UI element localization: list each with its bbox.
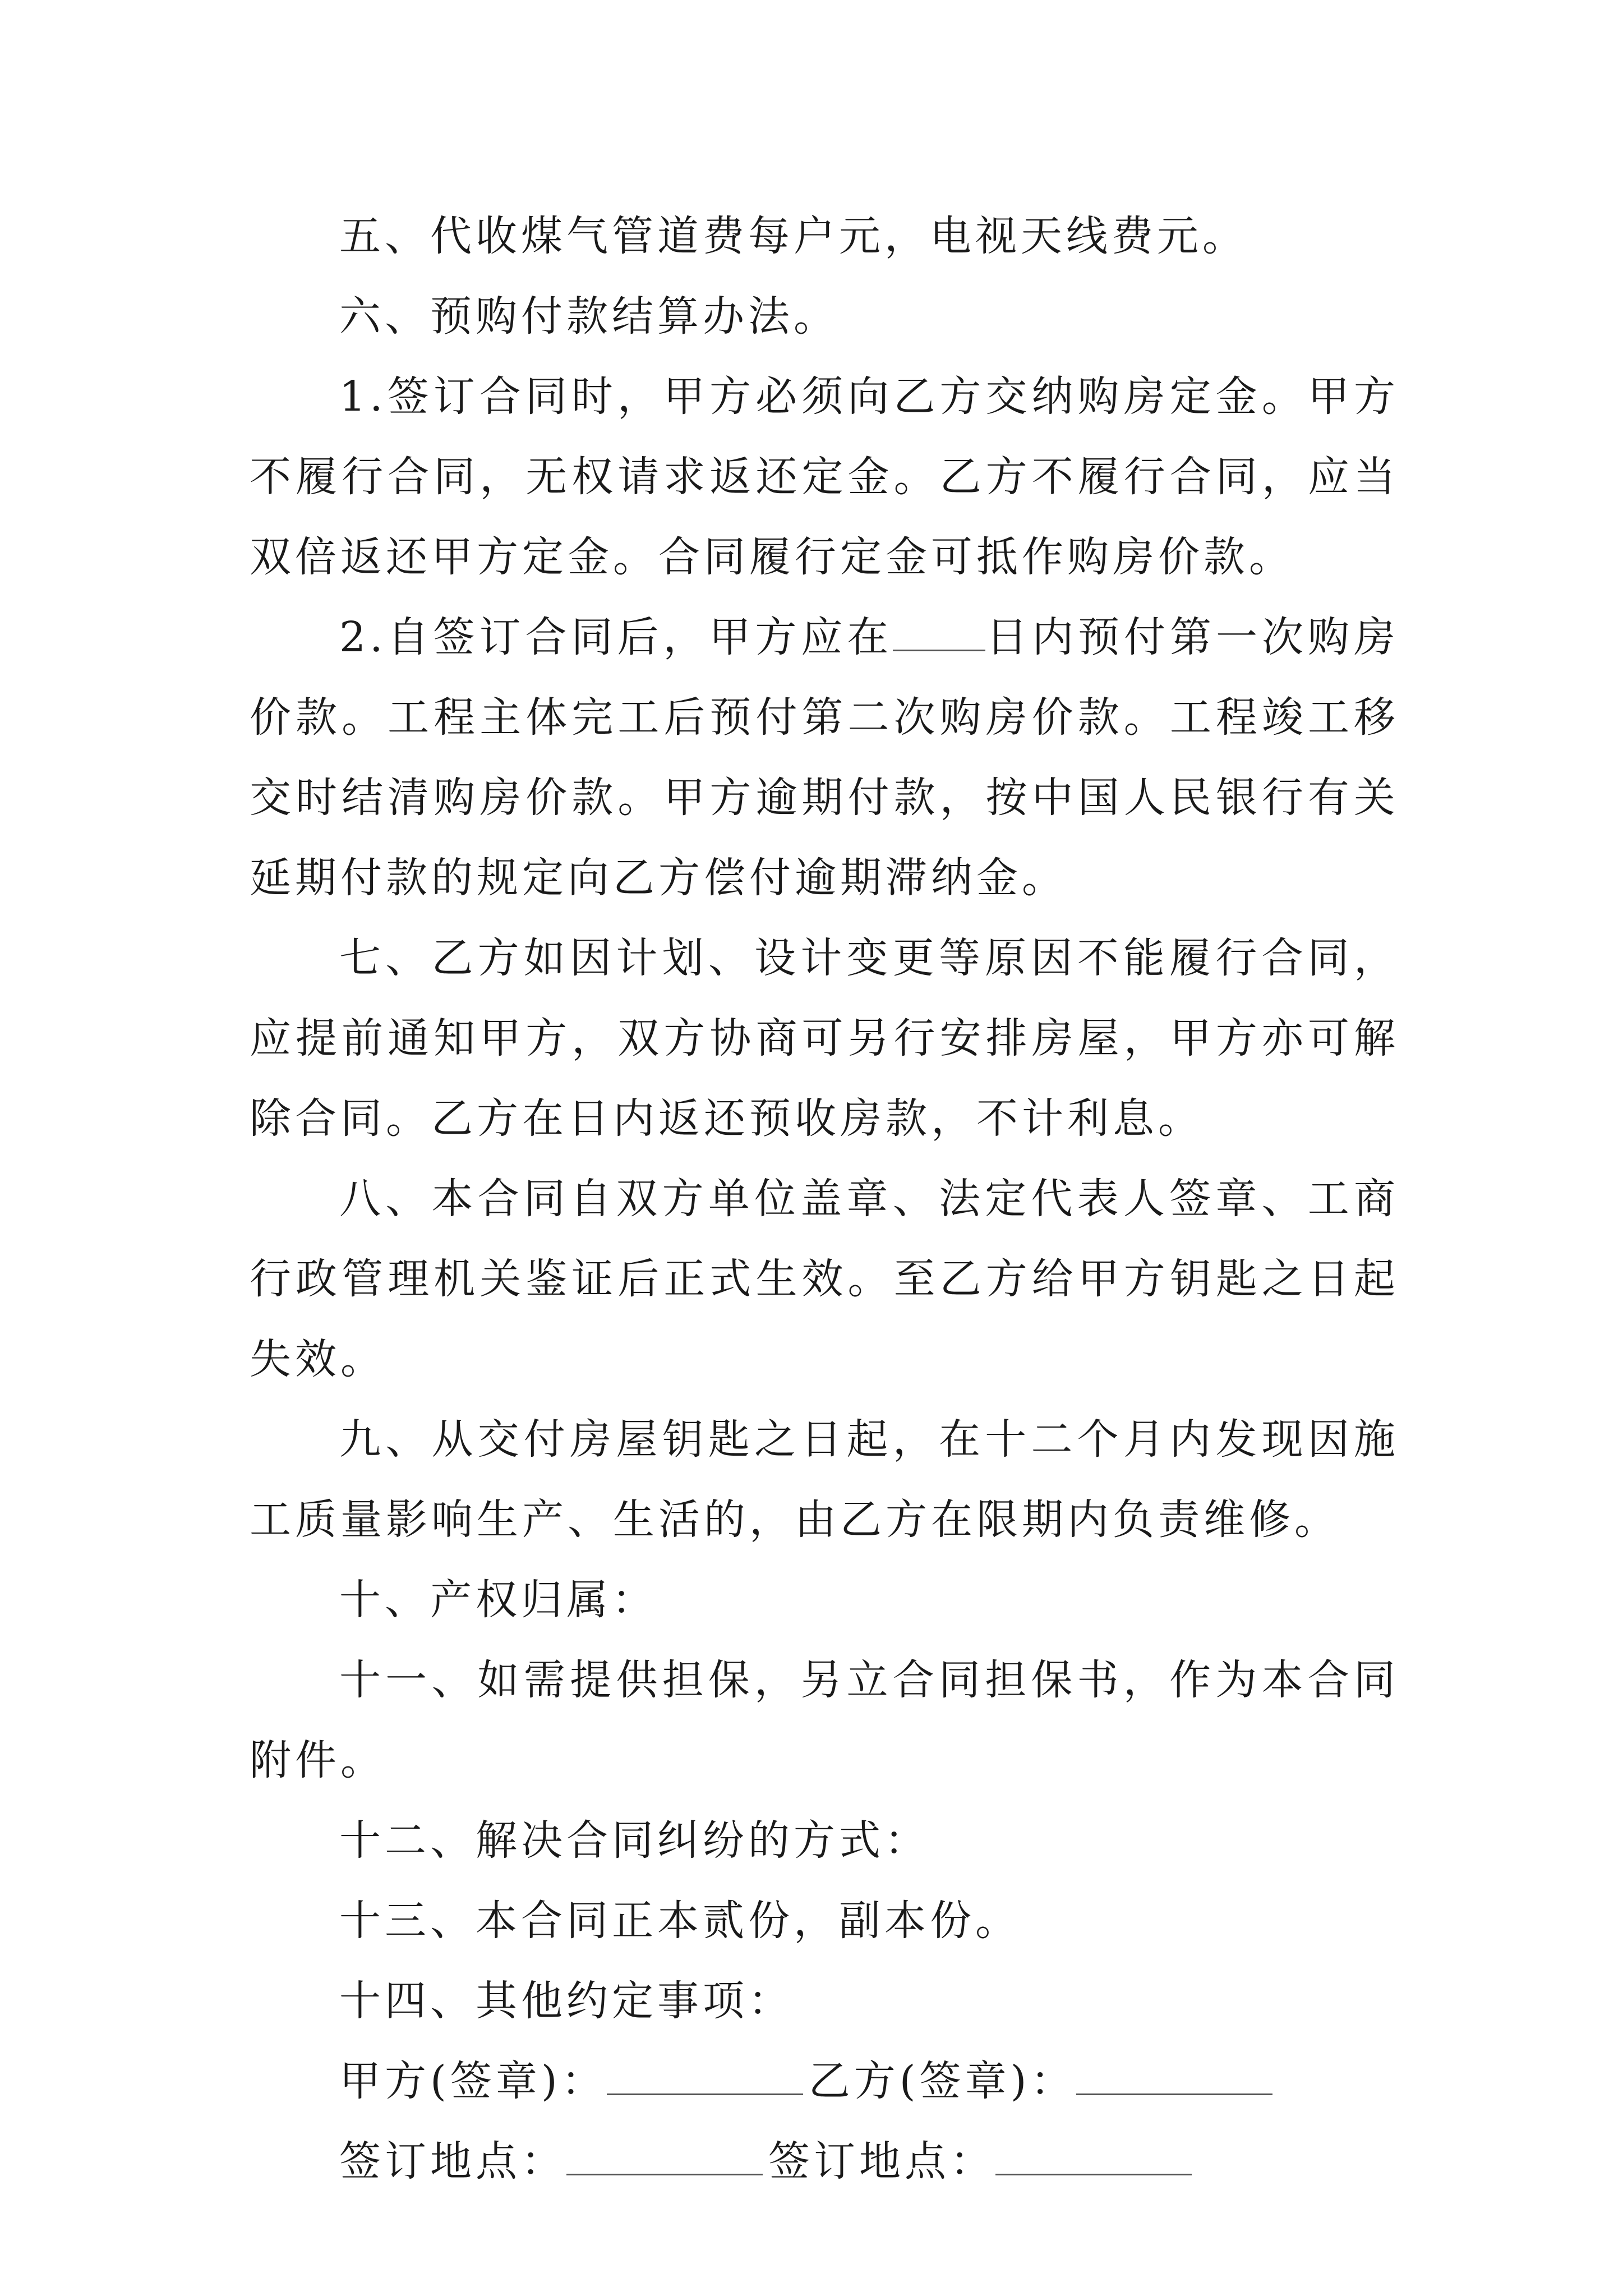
clause-7: 七、乙方如因计划、设计变更等原因不能履行合同，应提前通知甲方，双方协商可另行安排房屋，甲方亦可解除合同。乙方在日内返还预收房款，不计利息。 <box>250 934 1399 1143</box>
signing-place-row <box>250 2122 1399 2202</box>
clause-6-item-2 <box>250 597 1399 918</box>
clause-6: 六、预购付款结算办法。 <box>339 292 839 341</box>
party-b-signature-label: 乙方(签章)： <box>808 2057 1076 2105</box>
clause-6-item-2-rest: 日内预付第一次购房价款。工程主体完工后预付第二次购房价款。工程竣工移交时结清购房价款。甲方逾期付款，按中国人民银行有关延期付款的规定向乙方偿付逾期滞纳金。 <box>250 613 1400 902</box>
party-b-place-label: 签订地点： <box>768 2137 995 2185</box>
contract-body <box>250 196 1399 2202</box>
signature-row <box>250 2041 1399 2122</box>
clause-14: 十四、其他约定事项： <box>339 1977 794 2025</box>
clause-8: 八、本合同自双方单位盖章、法定代表人签章、工商行政管理机关鉴证后正式生效。至乙方给甲方钥匙之日起失效。 <box>250 1175 1399 1383</box>
clause-12: 十二、解决合同纠纷的方式： <box>339 1816 930 1865</box>
party-b-place-line <box>995 2138 1192 2175</box>
party-a-place-line <box>566 2138 763 2175</box>
party-a-signature-line <box>607 2058 803 2095</box>
clause-11: 十一、如需提供担保，另立合同担保书，作为本合同附件。 <box>250 1656 1399 1784</box>
party-a-signature-label: 甲方(签章)： <box>339 2057 607 2105</box>
clause-10: 十、产权归属： <box>339 1576 657 1624</box>
clause-9: 九、从交付房屋钥匙之日起，在十二个月内发现因施工质量影响生产、生活的，由乙方在限期内负责维修。 <box>250 1415 1399 1544</box>
clause-13: 十三、本合同正本贰份，副本份。 <box>339 1897 1021 1945</box>
party-b-signature-line <box>1076 2058 1272 2095</box>
party-a-place-label: 签订地点： <box>339 2137 566 2185</box>
clause-6-item-1: 1.签订合同时，甲方必须向乙方交纳购房定金。甲方不履行合同，无权请求返还定金。乙方不履行合同，应当双倍返还甲方定金。合同履行定金可抵作购房价款。 <box>250 372 1399 581</box>
days-blank <box>893 616 985 651</box>
clause-6-item-2-lead: 2.自签订合同后，甲方应在 <box>339 613 893 661</box>
clause-5: 五、代收煤气管道费每户元，电视天线费元。 <box>339 212 1248 260</box>
